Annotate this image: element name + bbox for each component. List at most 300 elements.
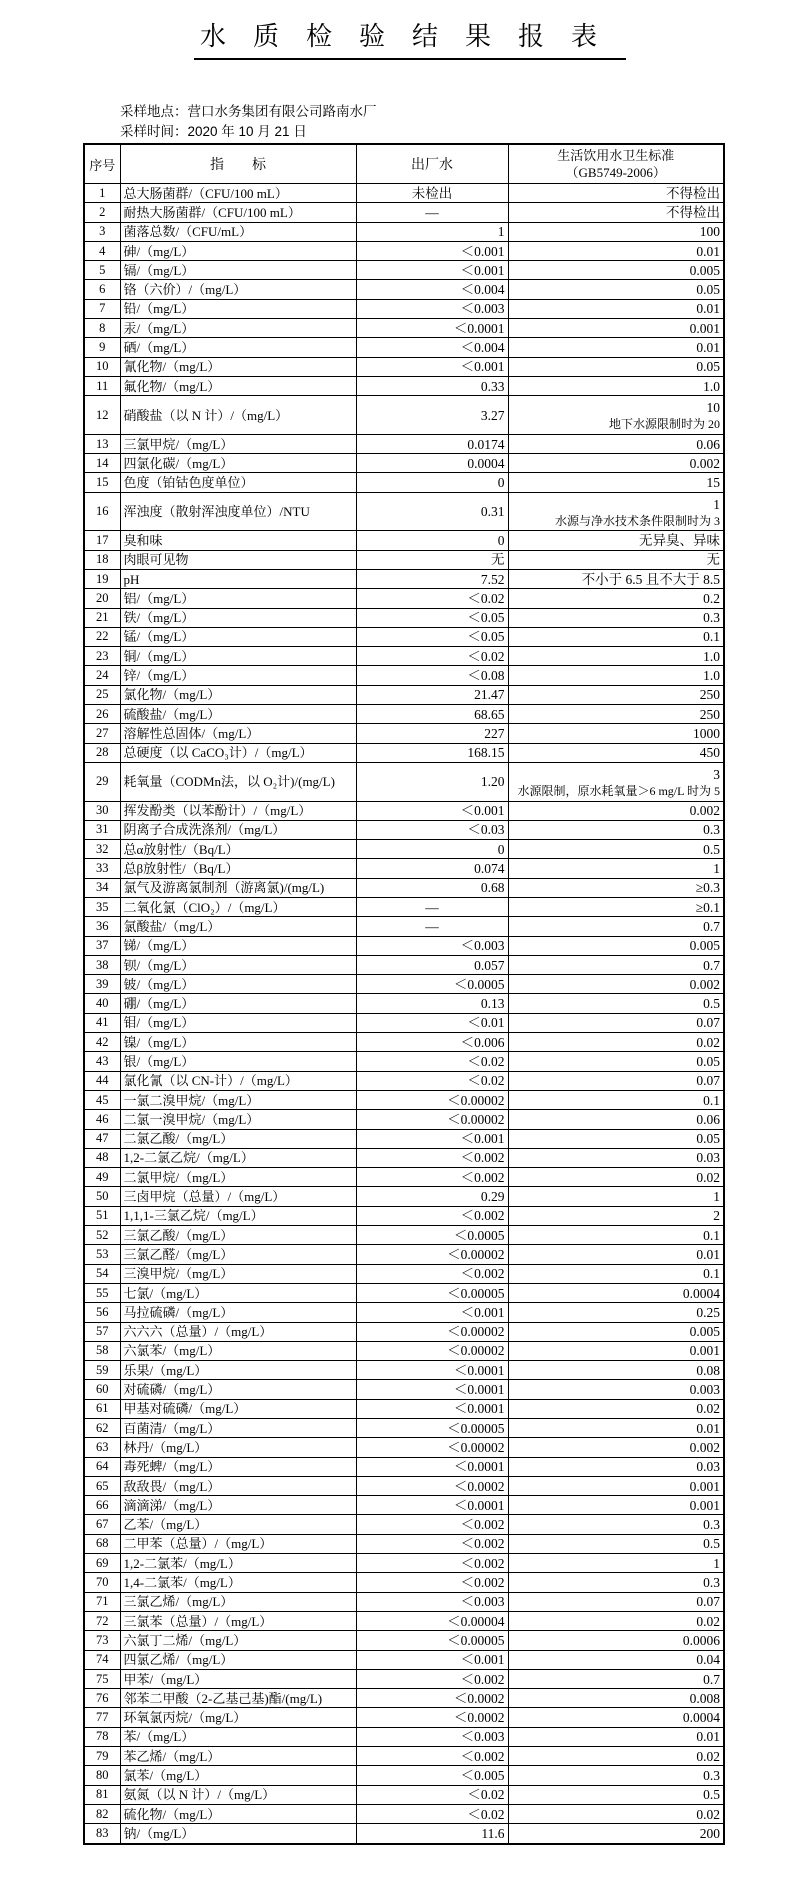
factory-water-value-cell: ＜0.002 <box>356 1264 508 1283</box>
table-row <box>84 1708 724 1727</box>
factory-water-value-cell: ＜0.00005 <box>356 1419 508 1438</box>
standard-limit-cell <box>508 762 724 801</box>
table-row <box>84 801 724 820</box>
indicator-cell: 林丹/（mg/L） <box>120 1438 356 1457</box>
standard-limit-text: 0.3 <box>703 1517 720 1533</box>
indicator-cell: 挥发酚类（以苯酚计）/（mg/L） <box>120 801 356 820</box>
factory-water-value-cell: ＜0.0005 <box>356 1226 508 1245</box>
standard-limit-cell <box>508 1168 724 1187</box>
row-number-cell: 19 <box>84 569 120 588</box>
row-number-cell: 43 <box>84 1052 120 1071</box>
header-standard-code: （GB5749-2006） <box>565 165 666 180</box>
row-number-cell: 20 <box>84 589 120 608</box>
standard-limit-text: 0.1 <box>703 629 720 645</box>
factory-water-value-cell: ＜0.002 <box>356 1206 508 1225</box>
indicator-cell: 百菌清/（mg/L） <box>120 1419 356 1438</box>
table-row <box>84 473 724 492</box>
factory-water-value-cell: ＜0.01 <box>356 1013 508 1032</box>
standard-limit-text: 3 <box>713 766 720 782</box>
results-table <box>83 143 725 1845</box>
factory-water-value-cell: ＜0.001 <box>356 261 508 280</box>
indicator-cell: 1,1,1-三氯乙烷/（mg/L） <box>120 1206 356 1225</box>
indicator-cell: 三氯苯（总量）/（mg/L） <box>120 1611 356 1630</box>
indicator-cell: 六六六（总量）/（mg/L） <box>120 1322 356 1341</box>
standard-limit-cell <box>508 434 724 453</box>
standard-limit-cell <box>508 936 724 955</box>
standard-limit-text: 0.008 <box>689 1690 720 1706</box>
row-number-cell: 10 <box>84 357 120 376</box>
standard-limit-text: 0.0004 <box>682 1285 720 1301</box>
row-number-cell: 49 <box>84 1168 120 1187</box>
table-row <box>84 1669 724 1688</box>
table-row <box>84 936 724 955</box>
standard-limit-cell <box>508 724 724 743</box>
indicator-cell: 硝酸盐（以 N 计）/（mg/L） <box>120 396 356 435</box>
row-number-cell: 50 <box>84 1187 120 1206</box>
table-row <box>84 1573 724 1592</box>
standard-limit-cell <box>508 376 724 395</box>
factory-water-value-cell: ＜0.02 <box>356 1804 508 1823</box>
indicator-cell: 敌敌畏/（mg/L） <box>120 1476 356 1495</box>
row-number-cell: 8 <box>84 319 120 338</box>
indicator-cell: 铅/（mg/L） <box>120 299 356 318</box>
sampling-meta <box>120 102 793 141</box>
factory-water-value-cell: ＜0.001 <box>356 357 508 376</box>
indicator-cell: 邻苯二甲酸（2-乙基己基)酯/(mg/L) <box>120 1689 356 1708</box>
row-number-cell: 63 <box>84 1438 120 1457</box>
row-number-cell: 80 <box>84 1766 120 1785</box>
indicator-cell: 阴离子合成洗涤剂/（mg/L） <box>120 820 356 839</box>
table-row <box>84 1071 724 1090</box>
factory-water-value-cell: ＜0.0001 <box>356 1496 508 1515</box>
indicator-cell: 铝/（mg/L） <box>120 589 356 608</box>
factory-water-value-cell: 227 <box>356 724 508 743</box>
standard-limit-text: 0.7 <box>703 918 720 934</box>
table-row <box>84 1341 724 1360</box>
indicator-cell: pH <box>120 569 356 588</box>
row-number-cell: 78 <box>84 1727 120 1746</box>
table-row <box>84 1187 724 1206</box>
indicator-cell: 钠/（mg/L） <box>120 1824 356 1844</box>
standard-limit-text: 0.06 <box>696 436 720 452</box>
factory-water-value-cell: ＜0.004 <box>356 280 508 299</box>
row-number-cell: 1 <box>84 184 120 203</box>
row-number-cell: 69 <box>84 1554 120 1573</box>
standard-limit-cell <box>508 1554 724 1573</box>
standard-limit-cell <box>508 222 724 241</box>
row-number-cell: 62 <box>84 1419 120 1438</box>
standard-limit-cell <box>508 840 724 859</box>
standard-limit-text: 无异臭、异味 <box>639 532 720 548</box>
standard-limit-text: 1 <box>713 861 720 877</box>
factory-water-value-cell: ＜0.002 <box>356 1534 508 1553</box>
row-number-cell: 26 <box>84 705 120 724</box>
standard-limit-text: 0.002 <box>689 455 720 471</box>
standard-limit-cell <box>508 280 724 299</box>
indicator-cell: 铜/（mg/L） <box>120 647 356 666</box>
indicator-cell: 镍/（mg/L） <box>120 1033 356 1052</box>
row-number-cell: 82 <box>84 1804 120 1823</box>
standard-limit-cell <box>508 1399 724 1418</box>
standard-limit-text: 250 <box>699 706 720 722</box>
factory-water-value-cell: — <box>356 203 508 222</box>
indicator-cell: 氟化物/（mg/L） <box>120 376 356 395</box>
indicator-cell: 三卤甲烷（总量）/（mg/L） <box>120 1187 356 1206</box>
standard-limit-cell <box>508 1611 724 1630</box>
indicator-cell: 甲基对硫磷/（mg/L） <box>120 1399 356 1418</box>
standard-limit-text: 0.003 <box>689 1382 720 1398</box>
table-row <box>84 1689 724 1708</box>
row-number-cell: 42 <box>84 1033 120 1052</box>
standard-limit-cell <box>508 917 724 936</box>
factory-water-value-cell: 168.15 <box>356 743 508 762</box>
table-row <box>84 955 724 974</box>
standard-limit-text: 0.5 <box>703 1536 720 1552</box>
header-row <box>84 144 724 184</box>
standard-limit-note: 水源与净水技术条件限制时为 3 <box>554 513 720 528</box>
table-row <box>84 1534 724 1553</box>
table-row <box>84 762 724 801</box>
standard-limit-cell <box>508 319 724 338</box>
factory-water-value-cell: ＜0.05 <box>356 608 508 627</box>
row-number-cell: 24 <box>84 666 120 685</box>
standard-limit-cell <box>508 1303 724 1322</box>
row-number-cell: 13 <box>84 434 120 453</box>
standard-limit-cell <box>508 589 724 608</box>
standard-limit-cell <box>508 801 724 820</box>
standard-limit-text: 0.03 <box>696 1150 720 1166</box>
standard-limit-text: 无 <box>706 552 720 568</box>
factory-water-value-cell: ＜0.02 <box>356 647 508 666</box>
row-number-cell: 83 <box>84 1824 120 1844</box>
standard-limit-cell <box>508 1650 724 1669</box>
standard-limit-cell <box>508 1573 724 1592</box>
factory-water-value-cell: — <box>356 897 508 916</box>
standard-limit-text: 0.0006 <box>682 1632 720 1648</box>
factory-water-value-cell: 3.27 <box>356 396 508 435</box>
standard-limit-text: 0.001 <box>689 1497 720 1513</box>
table-row <box>84 647 724 666</box>
standard-limit-cell <box>508 1669 724 1688</box>
standard-limit-cell <box>508 1727 724 1746</box>
row-number-cell: 7 <box>84 299 120 318</box>
indicator-cell: 氰化物/（mg/L） <box>120 357 356 376</box>
factory-water-value-cell: 21.47 <box>356 685 508 704</box>
standard-limit-text: 0.04 <box>696 1652 720 1668</box>
standard-limit-cell <box>508 1013 724 1032</box>
factory-water-value-cell: ＜0.001 <box>356 1650 508 1669</box>
indicator-cell: 锌/（mg/L） <box>120 666 356 685</box>
standard-limit-text: 1000 <box>693 725 720 741</box>
table-row <box>84 1592 724 1611</box>
standard-limit-text: 0.005 <box>689 262 720 278</box>
standard-limit-text: 0.5 <box>703 1787 720 1803</box>
indicator-cell: 镉/（mg/L） <box>120 261 356 280</box>
indicator-cell: 硒/（mg/L） <box>120 338 356 357</box>
standard-limit-cell <box>508 1766 724 1785</box>
standard-limit-cell <box>508 1419 724 1438</box>
header-standard <box>508 144 724 184</box>
indicator-cell: 乙苯/（mg/L） <box>120 1515 356 1534</box>
standard-limit-text: 0.05 <box>696 282 720 298</box>
factory-water-value-cell: 0.68 <box>356 878 508 897</box>
factory-water-value-cell: ＜0.0002 <box>356 1708 508 1727</box>
factory-water-value-cell: ＜0.002 <box>356 1148 508 1167</box>
table-row <box>84 1013 724 1032</box>
factory-water-value-cell: 1 <box>356 222 508 241</box>
indicator-cell: 马拉硫磷/（mg/L） <box>120 1303 356 1322</box>
row-number-cell: 56 <box>84 1303 120 1322</box>
row-number-cell: 59 <box>84 1361 120 1380</box>
table-row <box>84 357 724 376</box>
row-number-cell: 76 <box>84 1689 120 1708</box>
indicator-cell: 总大肠菌群/（CFU/100 mL） <box>120 184 356 203</box>
table-row <box>84 608 724 627</box>
standard-limit-text: 1 <box>713 1189 720 1205</box>
factory-water-value-cell: ＜0.05 <box>356 627 508 646</box>
table-row <box>84 569 724 588</box>
standard-limit-cell <box>508 955 724 974</box>
header-indicator: 指 标 <box>120 144 356 184</box>
table-row <box>84 261 724 280</box>
standard-limit-cell <box>508 492 724 531</box>
indicator-cell: 菌落总数/（CFU/mL） <box>120 222 356 241</box>
table-row <box>84 338 724 357</box>
row-number-cell: 16 <box>84 492 120 531</box>
standard-limit-text: 0.02 <box>696 1806 720 1822</box>
row-number-cell: 37 <box>84 936 120 955</box>
standard-limit-text: 450 <box>699 745 720 761</box>
row-number-cell: 65 <box>84 1476 120 1495</box>
table-row <box>84 975 724 994</box>
row-number-cell: 35 <box>84 897 120 916</box>
standard-limit-cell <box>508 1187 724 1206</box>
row-number-cell: 31 <box>84 820 120 839</box>
table-row <box>84 666 724 685</box>
indicator-cell: 六氯丁二烯/（mg/L） <box>120 1631 356 1650</box>
row-number-cell: 2 <box>84 203 120 222</box>
standard-limit-cell <box>508 299 724 318</box>
standard-limit-cell <box>508 666 724 685</box>
table-row <box>84 1631 724 1650</box>
standard-limit-text: 0.1 <box>703 1092 720 1108</box>
standard-limit-cell <box>508 1785 724 1804</box>
table-row <box>84 1496 724 1515</box>
standard-limit-cell <box>508 1283 724 1302</box>
factory-water-value-cell: 无 <box>356 550 508 569</box>
standard-limit-cell <box>508 1110 724 1129</box>
row-number-cell: 57 <box>84 1322 120 1341</box>
factory-water-value-cell: ＜0.02 <box>356 1052 508 1071</box>
indicator-cell: 1,2-二氯乙烷/（mg/L） <box>120 1148 356 1167</box>
indicator-cell: 六氯苯/（mg/L） <box>120 1341 356 1360</box>
standard-limit-text: 0.05 <box>696 1131 720 1147</box>
row-number-cell: 18 <box>84 550 120 569</box>
row-number-cell: 81 <box>84 1785 120 1804</box>
row-number-cell: 68 <box>84 1534 120 1553</box>
indicator-cell: 硫化物/（mg/L） <box>120 1804 356 1823</box>
table-row <box>84 319 724 338</box>
factory-water-value-cell: ＜0.00002 <box>356 1090 508 1109</box>
indicator-cell: 硫酸盐/（mg/L） <box>120 705 356 724</box>
standard-limit-text: 0.001 <box>689 1478 720 1494</box>
table-row <box>84 724 724 743</box>
standard-limit-cell <box>508 1033 724 1052</box>
row-number-cell: 72 <box>84 1611 120 1630</box>
indicator-cell: 七氯/（mg/L） <box>120 1283 356 1302</box>
factory-water-value-cell: ＜0.001 <box>356 801 508 820</box>
standard-limit-cell <box>508 1148 724 1167</box>
factory-water-value-cell: ＜0.003 <box>356 936 508 955</box>
row-number-cell: 48 <box>84 1148 120 1167</box>
table-row <box>84 396 724 435</box>
indicator-cell: 氨氮（以 N 计）/（mg/L） <box>120 1785 356 1804</box>
standard-limit-cell <box>508 1245 724 1264</box>
standard-limit-cell <box>508 743 724 762</box>
standard-limit-text: 0.07 <box>696 1073 720 1089</box>
standard-limit-text: 2 <box>713 1208 720 1224</box>
table-row <box>84 1554 724 1573</box>
standard-limit-text: 0.7 <box>703 1671 720 1687</box>
factory-water-value-cell: ＜0.00005 <box>356 1283 508 1302</box>
indicator-cell: 三氯乙烯/（mg/L） <box>120 1592 356 1611</box>
header-standard-title: 生活饮用水卫生标准 <box>557 148 675 163</box>
row-number-cell: 71 <box>84 1592 120 1611</box>
standard-limit-cell <box>508 1708 724 1727</box>
standard-limit-text: 0.1 <box>703 1227 720 1243</box>
row-number-cell: 6 <box>84 280 120 299</box>
table-row <box>84 1361 724 1380</box>
row-number-cell: 55 <box>84 1283 120 1302</box>
indicator-cell: 铁/（mg/L） <box>120 608 356 627</box>
indicator-cell: 钡/（mg/L） <box>120 955 356 974</box>
row-number-cell: 12 <box>84 396 120 435</box>
table-row <box>84 1206 724 1225</box>
standard-limit-cell <box>508 1496 724 1515</box>
indicator-cell: 三氯甲烷/（mg/L） <box>120 434 356 453</box>
indicator-cell: 二氯一溴甲烷/（mg/L） <box>120 1110 356 1129</box>
standard-limit-text: ≥0.3 <box>695 880 720 896</box>
standard-limit-text: 1.0 <box>703 648 720 664</box>
standard-limit-cell <box>508 454 724 473</box>
standard-limit-cell <box>508 203 724 222</box>
indicator-cell: 毒死蜱/（mg/L） <box>120 1457 356 1476</box>
standard-limit-cell <box>508 1515 724 1534</box>
indicator-cell: 二氧化氯（ClO₂）/（mg/L） <box>120 897 356 916</box>
standard-limit-cell <box>508 338 724 357</box>
factory-water-value-cell: ＜0.08 <box>356 666 508 685</box>
standard-limit-text: 0.3 <box>703 822 720 838</box>
factory-water-value-cell: ＜0.0001 <box>356 1457 508 1476</box>
factory-water-value-cell: 0.33 <box>356 376 508 395</box>
table-row <box>84 897 724 916</box>
indicator-cell: 总α放射性/（Bq/L） <box>120 840 356 859</box>
standard-limit-text: 0.005 <box>689 938 720 954</box>
indicator-cell: 铬（六价）/（mg/L） <box>120 280 356 299</box>
table-row <box>84 1457 724 1476</box>
table-row <box>84 1129 724 1148</box>
standard-limit-text: 0.01 <box>696 1420 720 1436</box>
table-row <box>84 1419 724 1438</box>
table-row <box>84 280 724 299</box>
row-number-cell: 39 <box>84 975 120 994</box>
table-row <box>84 1747 724 1766</box>
standard-limit-text: 0.08 <box>696 1362 720 1378</box>
standard-limit-text: 100 <box>699 224 720 240</box>
indicator-cell: 滴滴涕/（mg/L） <box>120 1496 356 1515</box>
indicator-cell: 苯乙烯/（mg/L） <box>120 1747 356 1766</box>
standard-limit-cell <box>508 1438 724 1457</box>
row-number-cell: 11 <box>84 376 120 395</box>
table-row <box>84 1245 724 1264</box>
table-row <box>84 376 724 395</box>
indicator-cell: 环氧氯丙烷/（mg/L） <box>120 1708 356 1727</box>
standard-limit-cell <box>508 820 724 839</box>
factory-water-value-cell: ＜0.002 <box>356 1747 508 1766</box>
indicator-cell: 三氯乙酸/（mg/L） <box>120 1226 356 1245</box>
factory-water-value-cell: 0.13 <box>356 994 508 1013</box>
standard-limit-cell <box>508 1592 724 1611</box>
factory-water-value-cell: ＜0.0001 <box>356 319 508 338</box>
factory-water-value-cell: — <box>356 917 508 936</box>
row-number-cell: 27 <box>84 724 120 743</box>
indicator-cell: 锑/（mg/L） <box>120 936 356 955</box>
indicator-cell: 1,4-二氯苯/（mg/L） <box>120 1573 356 1592</box>
standard-limit-text: 0.002 <box>689 1439 720 1455</box>
row-number-cell: 41 <box>84 1013 120 1032</box>
table-row <box>84 1148 724 1167</box>
table-row <box>84 1785 724 1804</box>
standard-limit-cell <box>508 1747 724 1766</box>
row-number-cell: 40 <box>84 994 120 1013</box>
standard-limit-text: 0.002 <box>689 803 720 819</box>
factory-water-value-cell: ＜0.0001 <box>356 1361 508 1380</box>
standard-limit-text: 0.3 <box>703 610 720 626</box>
indicator-cell: 氯化氰（以 CN-计）/（mg/L） <box>120 1071 356 1090</box>
indicator-cell: 二氯乙酸/（mg/L） <box>120 1129 356 1148</box>
indicator-cell: 耐热大肠菌群/（CFU/100 mL） <box>120 203 356 222</box>
indicator-cell: 氯酸盐/（mg/L） <box>120 917 356 936</box>
sampling-location-line <box>120 102 793 122</box>
factory-water-value-cell: ＜0.0002 <box>356 1476 508 1495</box>
row-number-cell: 67 <box>84 1515 120 1534</box>
indicator-cell: 氯化物/（mg/L） <box>120 685 356 704</box>
factory-water-value-cell: ＜0.00005 <box>356 1631 508 1650</box>
table-row <box>84 299 724 318</box>
indicator-cell: 总硬度（以 CaCO₃计）/（mg/L） <box>120 743 356 762</box>
factory-water-value-cell: ＜0.02 <box>356 589 508 608</box>
row-number-cell: 64 <box>84 1457 120 1476</box>
factory-water-value-cell: ＜0.001 <box>356 241 508 260</box>
table-row <box>84 203 724 222</box>
standard-limit-cell <box>508 1341 724 1360</box>
standard-limit-cell <box>508 1052 724 1071</box>
row-number-cell: 70 <box>84 1573 120 1592</box>
standard-limit-text: 不得检出 <box>666 204 720 220</box>
factory-water-value-cell: 0.29 <box>356 1187 508 1206</box>
standard-limit-cell <box>508 1804 724 1823</box>
row-number-cell: 28 <box>84 743 120 762</box>
indicator-cell: 氯苯/（mg/L） <box>120 1766 356 1785</box>
standard-limit-cell <box>508 994 724 1013</box>
standard-limit-cell <box>508 1322 724 1341</box>
table-row <box>84 1380 724 1399</box>
factory-water-value-cell: ＜0.0005 <box>356 975 508 994</box>
row-number-cell: 21 <box>84 608 120 627</box>
table-row <box>84 1766 724 1785</box>
table-row <box>84 743 724 762</box>
standard-limit-text: 0.01 <box>696 1246 720 1262</box>
